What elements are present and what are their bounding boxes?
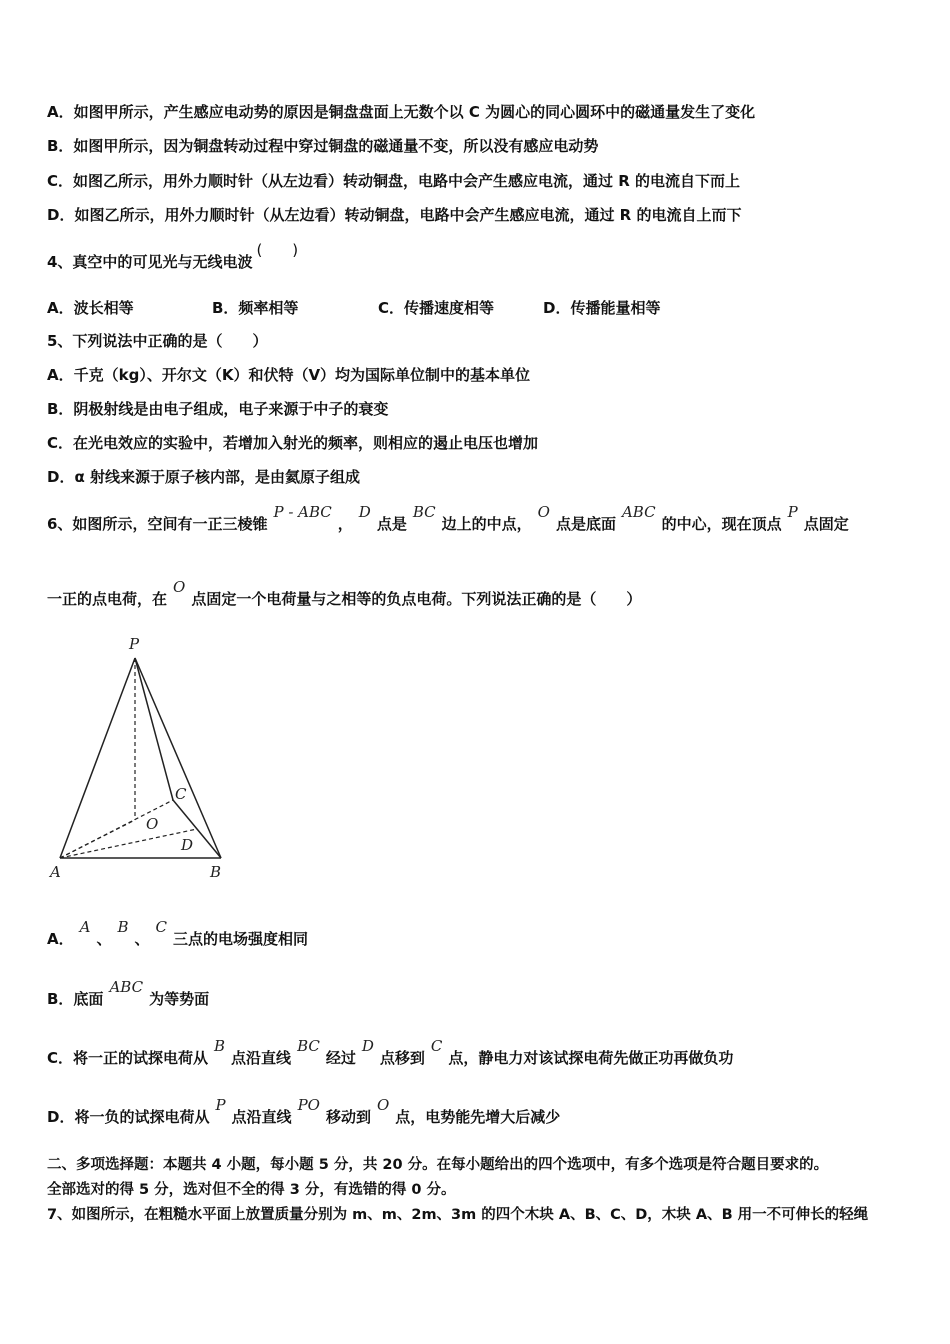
q6-math-o-2: O xyxy=(173,578,186,596)
section2-line2: 全部选对的得 5 分，选对但不全的得 3 分，有选错的得 0 分。 xyxy=(47,1182,456,1198)
q6-option-b xyxy=(47,978,210,1009)
q4-option-b: B．频率相等 xyxy=(212,299,299,317)
q6-c-math-c: C xyxy=(430,1037,443,1055)
q6-a-sep-1: 、 xyxy=(96,930,112,948)
q6-math-pabc: P - ABC xyxy=(273,503,332,521)
q6-c-math-d: D xyxy=(361,1037,374,1055)
q4-option-d: D．传播能量相等 xyxy=(543,299,661,317)
q6-stem-line1 xyxy=(47,503,849,534)
q6-option-a xyxy=(47,918,309,949)
q6-a-math-a: A xyxy=(79,918,91,936)
label-c: C xyxy=(175,785,187,803)
q6-d-math-p: P xyxy=(215,1096,226,1114)
q6-stem-line2 xyxy=(47,578,642,609)
q3-option-c: C．如图乙所示，用外力顺时针（从左边看）转动铜盘，电路中会产生感应电流，通过 R 的电流自下而上 xyxy=(47,172,741,190)
q6-text-2: 点是 xyxy=(376,515,407,533)
q6-option-d xyxy=(47,1096,561,1127)
q6-c-t2: 经过 xyxy=(325,1049,356,1067)
q6-text-8: 点固定一个电荷量与之相等的负点电荷。下列说法正确的是（ ） xyxy=(191,590,642,608)
q6-math-bc: BC xyxy=(412,503,436,521)
q6-math-p: P xyxy=(787,503,798,521)
q5-option-b: B．阴极射线是由电子组成，电子来源于中子的衰变 xyxy=(47,400,389,418)
label-o: O xyxy=(146,815,159,833)
q6-text-4: 点是底面 xyxy=(555,515,616,533)
q5-option-d: D．α 射线来源于原子核内部，是由氦原子组成 xyxy=(47,468,360,486)
edge-ad xyxy=(60,829,197,858)
edge-pa xyxy=(60,658,135,858)
q4-paren: ( ) xyxy=(256,241,299,259)
q6-a-sep-2: 、 xyxy=(134,930,150,948)
q6-a-math-c: C xyxy=(155,918,167,936)
q6-math-abc: ABC xyxy=(621,503,656,521)
q5-stem: 5、下列说法中正确的是（ ） xyxy=(47,332,268,350)
q4-stem xyxy=(47,241,299,272)
q6-b-math-abc: ABC xyxy=(109,978,144,996)
q6-text-7: 一正的点电荷，在 xyxy=(47,590,168,608)
q6-d-math-o: O xyxy=(376,1096,390,1114)
q6-text-6: 点固定 xyxy=(803,515,849,533)
label-p: P xyxy=(129,635,140,653)
q6-c-t4: 点，静电力对该试探电荷先做正功再做负功 xyxy=(448,1049,734,1067)
pyramid-figure xyxy=(40,625,240,885)
q6-text-5: 的中心，现在顶点 xyxy=(661,515,782,533)
edge-pc xyxy=(135,658,173,800)
q6-a-math-b: B xyxy=(117,918,129,936)
q6-text-1: 6、如图所示，空间有一正三棱锥 xyxy=(47,515,268,533)
q6-math-d: D xyxy=(358,503,371,521)
q3-option-d: D．如图乙所示，用外力顺时针（从左边看）转动铜盘，电路中会产生感应电流，通过 R 的电流自上而下 xyxy=(47,206,742,224)
q3-option-a: A．如图甲所示，产生感应电动势的原因是铜盘盘面上无数个以 C 为圆心的同心圆环中的磁通量发生了变化 xyxy=(47,103,756,121)
q3-option-b: B．如图甲所示，因为铜盘转动过程中穿过铜盘的磁通量不变，所以没有感应电动势 xyxy=(47,137,599,155)
q6-b-tail: 为等势面 xyxy=(149,990,210,1008)
q4-option-a: A．波长相等 xyxy=(47,299,134,317)
q6-d-label: D．将一负的试探电荷从 xyxy=(47,1108,210,1126)
q6-b-label: B．底面 xyxy=(47,990,104,1008)
q4-option-c: C．传播速度相等 xyxy=(378,299,495,317)
q6-a-tail: 三点的电场强度相同 xyxy=(173,930,309,948)
q6-c-label: C．将一正的试探电荷从 xyxy=(47,1049,209,1067)
q5-option-c: C．在光电效应的实验中，若增加入射光的频率，则相应的遏止电压也增加 xyxy=(47,434,539,452)
q5-option-a: A．千克（kg）、开尔文（K）和伏特（V）均为国际单位制中的基本单位 xyxy=(47,366,531,384)
q6-a-label: A． xyxy=(47,930,74,948)
label-a: A xyxy=(50,863,61,881)
q6-d-t1: 点沿直线 xyxy=(231,1108,292,1126)
q4-stem-text: 4、真空中的可见光与无线电波 xyxy=(47,253,253,271)
q6-c-t3: 点移到 xyxy=(379,1049,425,1067)
label-b: B xyxy=(210,863,222,881)
q6-d-t2: 移动到 xyxy=(325,1108,371,1126)
label-d: D xyxy=(181,836,194,854)
q6-option-c xyxy=(47,1037,734,1068)
section2-line1: 二、多项选择题：本题共 4 小题，每小题 5 分，共 20 分。在每小题给出的四个选项中，有多个选项是符合题目要求的。 xyxy=(47,1157,829,1173)
q6-c-math-b: B xyxy=(214,1037,226,1055)
q6-math-o: O xyxy=(537,503,550,521)
edge-ao xyxy=(60,820,135,858)
q6-c-t1: 点沿直线 xyxy=(231,1049,292,1067)
q6-d-t3: 点，电势能先增大后减少 xyxy=(395,1108,561,1126)
q6-comma: ， xyxy=(337,515,353,533)
q7-line1: 7、如图所示，在粗糙水平面上放置质量分别为 m、m、2m、3m 的四个木块 A、B、C、D，木块 A、B 用一不可伸长的轻绳 xyxy=(47,1207,869,1223)
q6-text-3: 边上的中点， xyxy=(441,515,532,533)
q6-d-math-po: PO xyxy=(297,1096,320,1114)
q6-c-math-bc: BC xyxy=(297,1037,320,1055)
